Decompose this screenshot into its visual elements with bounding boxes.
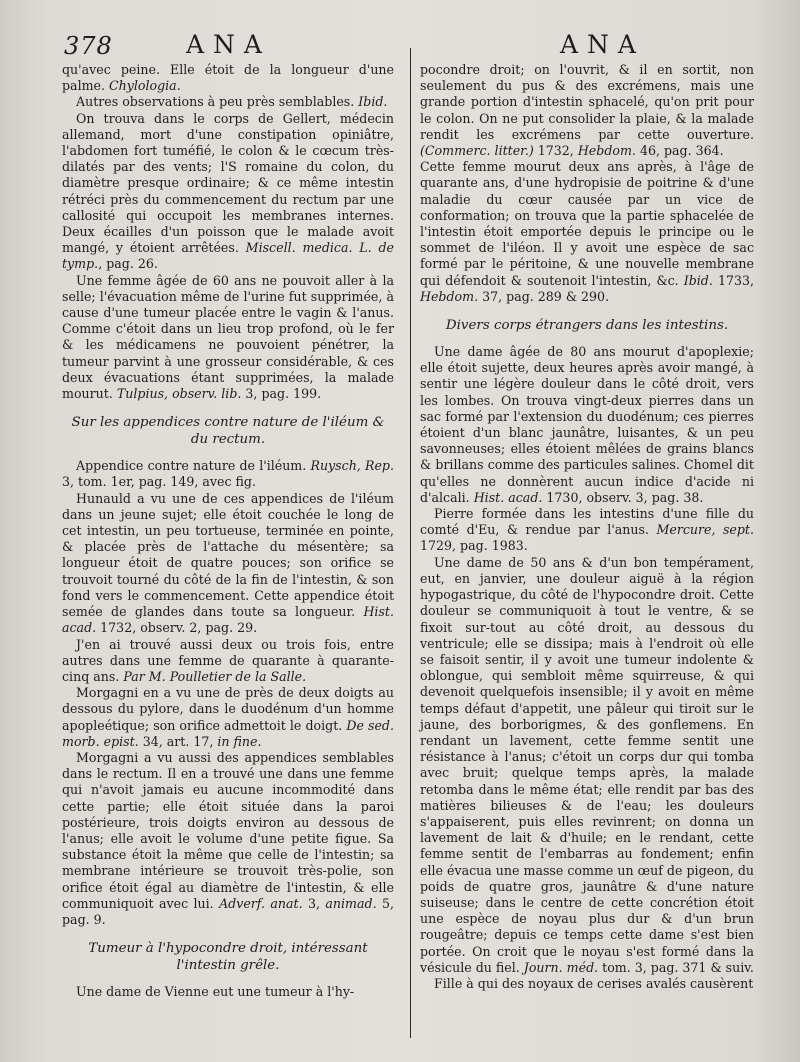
paragraph: Appendice contre nature de l'iléum. Ruysch, Rep. 3, tom. 1er, pag. 149, avec fig. [62,458,394,490]
paragraph: Cette femme mourut deux ans après, à l'âge de quarante ans, d'une hydropisie de poitrine & d'une maladie du cœur causée par un vice de conformation; on trouva que la partie sphacelée de l'intestin étoit emportée depuis le principe ou le sommet de l'iléon. Il y avoit une espèce de sac formé par le péritoine, & une nouvelle membrane qui défendoit & soutenoit l'intestin, &c. Ibid. 1733, Hebdom. 37, pag. 289 & 290. [420,159,754,304]
paragraph: Une dame de Vienne eut une tumeur à l'hy- [76,984,355,1000]
running-head-right: ANA [560,30,645,59]
section-heading: Tumeur à l'hypocondre droit, intéressant l'intestin grêle. [88,941,368,974]
paragraph: pocondre droit; on l'ouvrit, & il en sortit, non seulement du pus & des excrémens, mais une grande portion d'intestin sphacelé, qu'on prit pour le colon. On ne put consolider la plaie, & la malade rendit les excrémens par cette ouverture. (Commerc. litter.) 1732, Hebdom. 46, pag. 364. [420,62,754,159]
paragraph: J'en ai trouvé aussi deux ou trois fois, entre autres dans une femme de quarante à quarante-cinq ans. Par M. Poulletier de la Salle. [62,636,394,684]
paragraph: Hunauld a vu une de ces appendices de l'iléum dans un jeune sujet; elle étoit couchée le long de cet intestin, un peu tortueuse, terminée en pointe, & placée près de l'attache du mésentère; sa longueur étoit de quatre pouces; son orifice se trouvoit tourné du côté de la fin de l'intestin, & son fond vers le commencement. Cette appendice étoit semée de glandes dans toute sa longueur. Hist. acad. 1732, observ. 2, pag. 29. [62,490,394,636]
paragraph: Une dame âgée de 80 ans mourut d'apoplexie; elle étoit sujette, deux heures après avoir mangé, à sentir une légère douleur dans le côté droit, vers les lombes. On trouva vingt-deux pierres dans un sac formé par l'extension du duodénum; ces pierres étoient d'un blanc jaunâtre, luisantes, & un peu savonneuses; elles étoient mêlées de grains blancs & brillans comme des particules salines. Chomel dit qu'elles ne donnèrent aucun indice d'acide ni d'alcali. Hist. acad. 1730, observ. 3, pag. 38. [420,344,754,505]
running-head-left: ANA [186,30,271,59]
section-heading: Divers corps étrangers dans les intestins. [445,318,729,334]
column-divider [410,48,411,1038]
paragraph: Pierre formée dans les intestins d'une fille du comté d'Eu, & rendue par l'anus. Mercure, sept. 1729, pag. 1983. [420,506,754,554]
paragraph: On trouva dans le corps de Gellert, médecin allemand, mort d'une constipation opiniâtre, l'abdomen fort tuméfié, le colon & le cœcum très-dilatés par des vents; l'S romaine du colon, du diamètre presque ordinaire; & ce même intestin rétréci près du commencement du rectum par une callosité qui occupoit les membranes internes. Deux écailles d'un poisson que le malade avoit mangé, y étoient arrêtées. Miscell. medica. L. de tymp., pag. 26. [62,110,395,272]
page-header [0,26,800,60]
left-column [62,62,394,1000]
paragraph: Morgagni en a vu une de près de deux doigts au dessous du pylore, dans le duodénum d'un homme apopleétique; son orifice admettoit le doigt. De sed. morb. epist. 34, art. 17, in fine. [62,685,394,749]
right-column [420,62,754,992]
page-number: 378 [64,32,113,60]
paragraph: Morgagni a vu aussi des appendices semblables dans le rectum. Il en a trouvé une dans une femme qui n'avoit jamais eu aucune incommodité dans cette partie; elle étoit située dans la paroi postérieure, trois doigts environ au dessous de l'anus; elle avoit le volume d'une petite figue. Sa substance étoit la même que celle de l'intestin; sa membrane intérieure se trouvoit très-polie, son orifice étoit égal au diamètre de l'intestin, & elle communiquoit avec lui. Adverf. anat. 3, animad. 5, pag. 9. [62,749,394,927]
paragraph: qu'avec peine. Elle étoit de la longueur d'une palme. Chylologia. [62,62,394,94]
paragraph: Une dame de 50 ans & d'un bon tempérament, eut, en janvier, une douleur aiguë à la région hypogastrique, du côté de l'hypocondre droit. Cette douleur se communiquoit à tout le ventre, & se fixoit sur-tout au côté droit, au dessous du ventricule; elle se dissipa; mais à l'endroit où elle se faisoit sentir, il y avoit une tumeur indolente & oblongue, qui sembloit même squirreuse, & qui devenoit quelquefois insensible; il y avoit en même temps défaut d'appetit, une pâleur qui tiroit sur le jaune, des borborigmes, & des gonflemens. En rendant un lavement, cette femme sentit une résistance à l'anus; c'étoit un corps dur qui tomba avec bruit; quelque temps après, la malade retomba dans le même état; elle rendit par bas des matières bilieuses & de l'eau; les douleurs s'appaiserent, puis elles revinrent; on donna un lavement de lait & d'huile; en le rendant, cette femme sentit de l'embarras au fondement; enfin elle évacua une masse comme un œuf de pigeon, du poids de quatre gros, jaunâtre & d'une nature suiseuse; dans le centre de cette concrétion étoit une espèce de noyau plus dur & d'un brun rougeâtre; depuis ce temps cette dame s'est bien portée. On croit que le noyau s'est formé dans la vésicule du fiel. Journ. méd. tom. 3, pag. 371 & suiv. [420,554,754,975]
paragraph: Fille à qui des noyaux de cerises avalés causèrent [434,975,754,991]
paragraph: Une femme âgée de 60 ans ne pouvoit aller à la selle; l'évacuation même de l'urine fut supprimée, à cause d'une tumeur placée entre le vagin & l'anus. Comme c'étoit dans un lieu trop profond, où le fer & les médicamens ne pouvoient pénétrer, la tumeur parvint à une grosseur considérable, & ces deux évacuations étant supprimées, la malade mourut. Tulpius, observ. lib. 3, pag. 199. [62,272,394,402]
section-heading: Sur les appendices contre nature de l'iléum & du rectum. [71,415,385,448]
paragraph: Autres observations à peu près semblables. Ibid. [76,94,388,110]
